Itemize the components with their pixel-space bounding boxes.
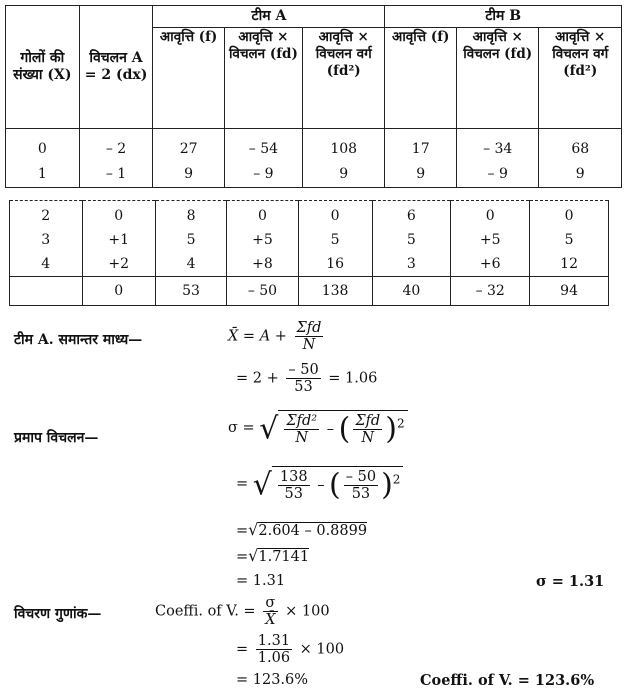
table-cell: – 1 — [79, 162, 153, 188]
table-cell: 9 — [539, 162, 622, 188]
table-cell: 9 — [153, 162, 225, 188]
cv-formula — [155, 595, 330, 628]
sd-line2-minus: – — [317, 477, 325, 494]
header-a-fd: आवृत्ति × विचलन (fd) — [224, 27, 302, 128]
table-cell: 94 — [530, 277, 609, 306]
mean-line2-den: 53 — [294, 379, 313, 395]
table-cell: 5 — [372, 228, 451, 252]
cv-line3: = 123.6% — [236, 672, 309, 688]
sd-num1: Σfd² — [286, 413, 318, 429]
table-cell: 4 — [155, 252, 226, 277]
table-cell: 5 — [298, 228, 372, 252]
sqrt-symbol: √ $\frac{\text{Σfd²}}{N}$ – ( $\frac{\text{Σfd}}{N}$ )$^2$ — [259, 410, 407, 446]
table-row — [6, 129, 622, 162]
table-cell: 12 — [530, 252, 609, 277]
table-cell — [10, 277, 83, 306]
table-cell: 5 — [530, 228, 609, 252]
sd-line2-fraction-2 — [344, 469, 378, 502]
sd-num2: Σfd — [355, 413, 381, 429]
table-cell: +5 — [227, 228, 299, 252]
table-row — [10, 201, 609, 229]
table-cell: 16 — [298, 252, 372, 277]
table-cell: +8 — [227, 252, 299, 277]
table-cell: 6 — [372, 201, 451, 229]
mean-num: Σfd — [296, 320, 322, 336]
sd-line2-fraction-1 — [278, 469, 310, 502]
table-cell: 8 — [155, 201, 226, 229]
sd-fraction-2 — [353, 413, 382, 446]
cv-line2-num: 1.31 — [257, 633, 291, 649]
frequency-table-bottom — [9, 200, 609, 306]
header-a-f: आवृत्ति (f) — [153, 27, 225, 128]
cv-substitution — [236, 633, 344, 666]
sd-substitution — [236, 466, 403, 502]
cv-num: σ — [263, 595, 277, 612]
table-row — [10, 228, 609, 252]
sd-line3-eq: = — [236, 523, 249, 539]
table-cell: 3 — [10, 228, 83, 252]
cv-result: Coeffi. of V. = 123.6% — [420, 672, 595, 689]
table-cell: 0 — [227, 201, 299, 229]
table-cell: 1 — [6, 162, 80, 188]
cv-lhs: Coeffi. of V. = — [155, 603, 256, 620]
table-cell: 0 — [82, 201, 155, 229]
table-cell: – 54 — [224, 129, 302, 162]
table-cell: 0 — [82, 277, 155, 306]
table-cell: +5 — [451, 228, 530, 252]
table-cell: 0 — [451, 201, 530, 229]
mean-line2-a: = 2 + — [236, 370, 279, 387]
table-cell: – 9 — [224, 162, 302, 188]
cv-line2-eq: = — [236, 641, 249, 658]
mean-line2-num: – 50 — [288, 362, 319, 378]
table-cell: – 34 — [456, 129, 539, 162]
cv-fraction — [263, 595, 277, 628]
cv-label: विचरण गुणांक— — [14, 606, 102, 622]
sd-line2-num1: 138 — [279, 469, 308, 485]
sd-line4: =√1.7141 — [236, 546, 310, 565]
table-cell: – 9 — [456, 162, 539, 188]
cv-line2-fraction — [256, 633, 292, 666]
sd-den1: N — [295, 430, 309, 446]
sd-lhs: σ = — [228, 420, 255, 436]
header-b-fd2: आवृत्ति × विचलन वर्ग (fd²) — [539, 27, 622, 128]
sd-result: σ = 1.31 — [536, 573, 605, 590]
table-cell: +2 — [82, 252, 155, 277]
mean-fraction — [295, 320, 324, 353]
header-team-a: टीम A — [153, 6, 385, 28]
mean-line2-fraction — [286, 362, 320, 395]
sd-line2-square: 2 — [392, 472, 401, 487]
sd-minus: – — [326, 421, 334, 438]
table-cell: – 32 — [451, 277, 530, 306]
sd-line5: = 1.31 — [236, 573, 286, 589]
mean-formula — [228, 320, 326, 353]
table-cell: 0 — [298, 201, 372, 229]
sd-line2-num2: – 50 — [345, 469, 377, 485]
cv-times: × 100 — [285, 603, 330, 620]
cv-den: X̄ — [265, 612, 276, 628]
table-cell: 2 — [10, 201, 83, 229]
cv-line2-den: 1.06 — [257, 650, 291, 666]
mean-line2-b: = 1.06 — [328, 370, 378, 387]
table-cell: 3 — [372, 252, 451, 277]
header-b-f: आवृत्ति (f) — [385, 27, 457, 128]
table-cell: +1 — [82, 228, 155, 252]
table-cell: 0 — [530, 201, 609, 229]
table-cell: 40 — [372, 277, 451, 306]
frequency-table-top — [5, 5, 622, 188]
mean-label: टीम A. समान्तर माध्य— — [14, 332, 143, 348]
table-cell: 108 — [302, 129, 385, 162]
mean-lhs: X̄ = A + — [228, 328, 287, 345]
sd-line2-den1: 53 — [284, 486, 303, 502]
sd-line4-value: 1.7141 — [258, 549, 310, 565]
sd-formula — [228, 410, 408, 446]
table-cell: 53 — [155, 277, 226, 306]
table-cell: 68 — [539, 129, 622, 162]
table-cell: 27 — [153, 129, 225, 162]
header-a-fd2: आवृत्ति × विचलन वर्ग (fd²) — [302, 27, 385, 128]
table-row — [6, 162, 622, 188]
table-cell: 0 — [6, 129, 80, 162]
sd-line3: =√2.604 – 0.8899 — [236, 520, 368, 539]
sd-square: 2 — [396, 416, 405, 431]
table-cell: 5 — [155, 228, 226, 252]
sd-den2: N — [361, 430, 375, 446]
table-cell: 4 — [10, 252, 83, 277]
sd-fraction-1 — [284, 413, 319, 446]
table-cell: +6 — [451, 252, 530, 277]
sd-line2-eq: = — [236, 476, 249, 492]
table-total-row — [10, 277, 609, 306]
header-b-fd: आवृत्ति × विचलन (fd) — [456, 27, 539, 128]
table-cell: – 50 — [227, 277, 299, 306]
mean-substitution — [236, 362, 377, 395]
table-cell: 9 — [385, 162, 457, 188]
table-cell: 9 — [302, 162, 385, 188]
header-goals: गोलों की संख्या (X) — [6, 6, 80, 129]
table-cell: 138 — [298, 277, 372, 306]
table-cell: – 2 — [79, 129, 153, 162]
cv-line2-times: × 100 — [299, 641, 345, 658]
table-row — [10, 252, 609, 277]
header-team-b: टीम B — [385, 6, 622, 28]
sd-line4-eq: = — [236, 549, 249, 565]
table-cell: 17 — [385, 129, 457, 162]
sqrt-symbol: √ $\frac{138}{53}$ – ( $\frac{- 50}{53}$ )$^2$ — [253, 466, 404, 502]
header-deviation: विचलन A = 2 (dx) — [79, 6, 153, 129]
mean-den: N — [302, 337, 316, 353]
sd-line3-value: 2.604 – 0.8899 — [258, 523, 368, 539]
sd-line2-den2: 53 — [351, 486, 371, 502]
sd-label: प्रमाप विचलन— — [14, 430, 99, 446]
